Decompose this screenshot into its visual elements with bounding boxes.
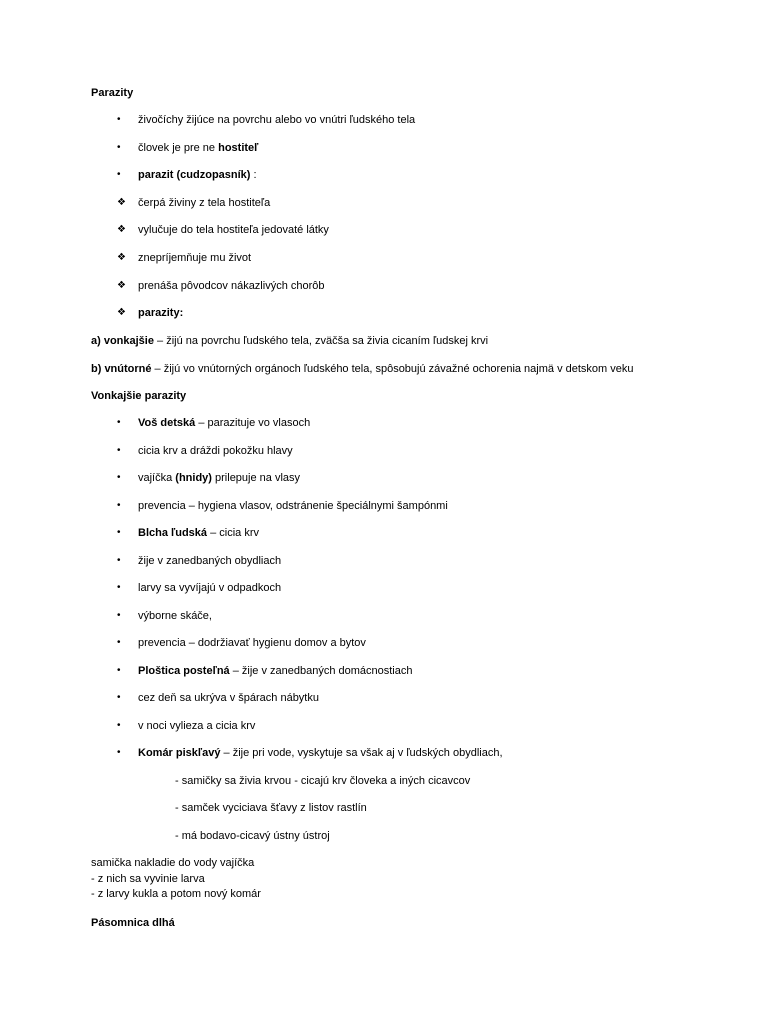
list-item-text xyxy=(138,636,366,650)
text-run: prevencia – hygiena vlasov, odstránenie špeciálnymi šampónmi xyxy=(138,500,448,512)
list-item-text xyxy=(138,444,293,458)
list-item-text xyxy=(138,691,319,705)
text-run: prevencia – dodržiavať hygienu domov a bytov xyxy=(138,637,366,649)
text-run: – parazituje vo vlasoch xyxy=(195,417,311,429)
bullet-icon: • xyxy=(117,637,121,648)
text-run: – žije v zanedbaných domácnostiach xyxy=(229,665,413,677)
bullet-icon: • xyxy=(117,665,121,676)
bold-text: parazit (cudzopasník) xyxy=(138,169,251,181)
text-run: výborne skáče, xyxy=(138,610,212,622)
text-run: larvy sa vyvíjajú v odpadkoch xyxy=(138,582,282,594)
bullet-icon: • xyxy=(117,114,121,125)
bold-text: Ploštica posteľná xyxy=(138,665,230,677)
text-run: živočíchy žijúce na povrchu alebo vo vnútri ľudského tela xyxy=(138,114,416,126)
list-item-text xyxy=(138,609,212,623)
list-item-text xyxy=(138,499,448,513)
bullet-icon: • xyxy=(117,472,121,483)
list-item-text xyxy=(138,168,257,182)
text-run: vylučuje do tela hostiteľa jedovaté látky xyxy=(138,224,329,236)
list-item-text xyxy=(138,306,183,320)
diamond-bullet-icon: ❖ xyxy=(117,280,126,291)
bullet-icon: • xyxy=(117,445,121,456)
text-run: – žije pri vode, vyskytuje sa však aj v ľudských obydliach, xyxy=(220,747,503,759)
bullet-icon: • xyxy=(117,527,121,538)
diamond-bullet-icon: ❖ xyxy=(117,252,126,263)
sub-item: - má bodavo-cicavý ústny ústroj xyxy=(175,830,330,842)
bullet-icon: • xyxy=(117,417,121,428)
text-run: cez deň sa ukrýva v špárach nábytku xyxy=(138,692,319,704)
text-run: znepríjemňuje mu život xyxy=(138,252,252,264)
line-b-rest: – žijú vo vnútorných orgánoch ľudského tela, spôsobujú závažné ochorenia najmä v detskom veku xyxy=(151,363,634,375)
text-run: čerpá živiny z tela hostiteľa xyxy=(138,197,271,209)
list-item-text xyxy=(138,719,255,733)
bold-text: Voš detská xyxy=(138,417,196,429)
list-item-text xyxy=(138,279,325,293)
text-run: vajíčka xyxy=(138,472,176,484)
list-item-text xyxy=(138,664,413,678)
list-item-text xyxy=(138,196,270,210)
bullet-icon: • xyxy=(117,747,121,758)
tail-line: - z nich sa vyvinie larva xyxy=(91,873,205,885)
sub-item: - samček vyciciava šťavy z listov rastlín xyxy=(175,802,367,814)
tail-line: - z larvy kukla a potom nový komár xyxy=(91,888,261,900)
bullet-icon: • xyxy=(117,169,121,180)
text-run: prenáša pôvodcov nákazlivých chorôb xyxy=(138,280,325,292)
list-item-text xyxy=(138,581,281,595)
bullet-icon: • xyxy=(117,555,121,566)
heading-pasomnica-dlha: Pásomnica dlhá xyxy=(91,917,175,929)
bullet-icon: • xyxy=(117,692,121,703)
text-run: v noci vylieza a cicia krv xyxy=(138,720,256,732)
bullet-icon: • xyxy=(117,142,121,153)
list-item-text xyxy=(138,416,310,430)
line-a-rest: – žijú na povrchu ľudského tela, zväčša sa živia cicaním ľudskej krvi xyxy=(153,335,489,347)
line-vonkajsie-definition xyxy=(91,334,488,348)
bullet-icon: • xyxy=(117,610,121,621)
text-run: : xyxy=(250,169,257,181)
list-item-text xyxy=(138,746,503,760)
bullet-icon: • xyxy=(117,500,121,511)
bold-text: hostiteľ xyxy=(218,142,259,154)
line-a-bold: a) vonkajšie xyxy=(91,335,154,347)
bullet-icon: • xyxy=(117,720,121,731)
text-run: – cicia krv xyxy=(207,527,260,539)
bold-text: Blcha ľudská xyxy=(138,527,208,539)
line-b-bold: b) vnútorné xyxy=(91,363,152,375)
list-item-text xyxy=(138,471,300,485)
sub-item: - samičky sa živia krvou - cicajú krv človeka a iných cicavcov xyxy=(175,775,471,787)
list-item-text xyxy=(138,526,259,540)
line-vnutorne-definition xyxy=(91,362,634,376)
bold-text: Komár piskľavý xyxy=(138,747,221,759)
diamond-bullet-icon: ❖ xyxy=(117,307,126,318)
diamond-bullet-icon: ❖ xyxy=(117,224,126,235)
bold-text: parazity: xyxy=(138,307,184,319)
text-run: žije v zanedbaných obydliach xyxy=(138,555,282,567)
text-run: prilepuje na vlasy xyxy=(211,472,301,484)
bold-text: (hnidy) xyxy=(175,472,212,484)
heading-parazity: Parazity xyxy=(91,87,134,99)
list-item-text xyxy=(138,141,258,155)
list-item-text xyxy=(138,251,251,265)
tail-line: samička nakladie do vody vajíčka xyxy=(91,857,255,869)
heading-vonkajsie-parazity: Vonkajšie parazity xyxy=(91,390,187,402)
bullet-icon: • xyxy=(117,582,121,593)
list-item-text xyxy=(138,554,281,568)
text-run: cicia krv a dráždi pokožku hlavy xyxy=(138,445,293,457)
list-item-text xyxy=(138,113,415,127)
diamond-bullet-icon: ❖ xyxy=(117,197,126,208)
list-item-text xyxy=(138,223,329,237)
text-run: človek je pre ne xyxy=(138,142,219,154)
